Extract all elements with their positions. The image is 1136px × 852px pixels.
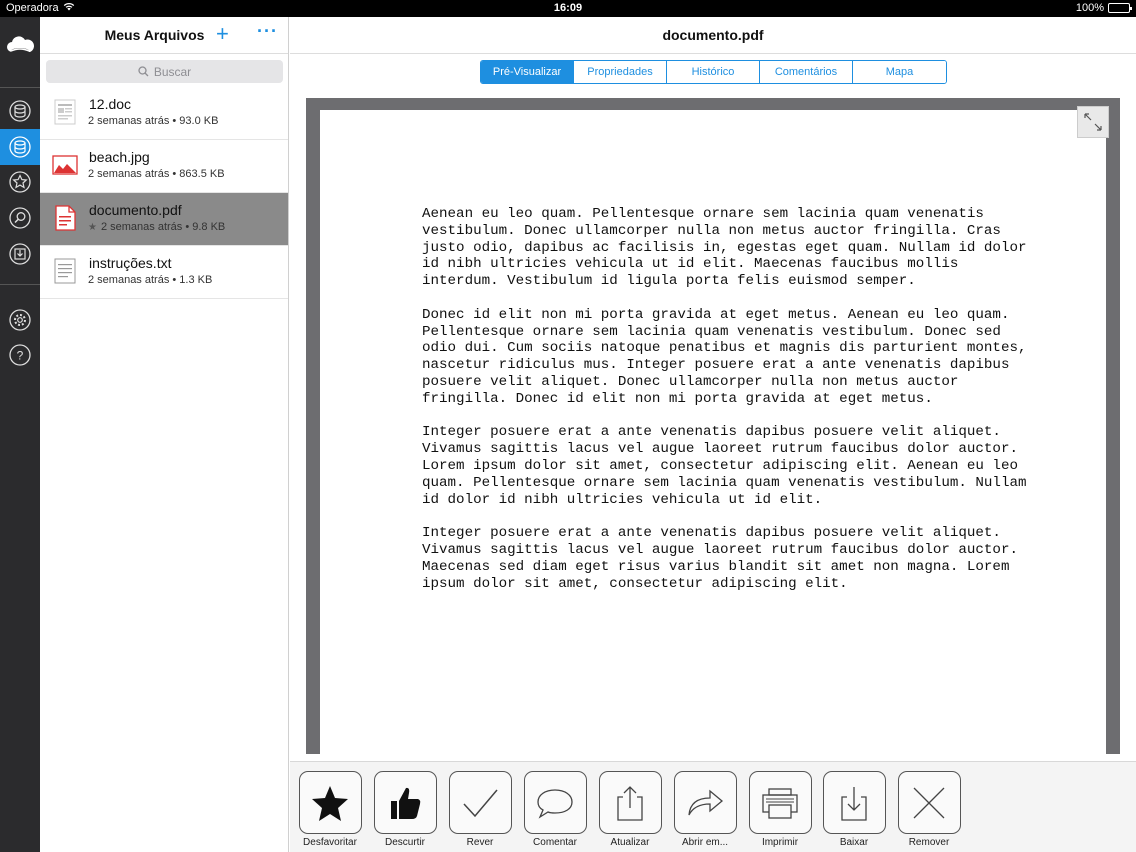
battery-icon xyxy=(1108,3,1130,13)
rail-divider xyxy=(0,87,40,88)
file-meta: 2 semanas atrás • 9.8 KB xyxy=(100,221,226,233)
file-row-instrucoes-txt[interactable] xyxy=(40,246,288,299)
unlike-button-frame xyxy=(374,771,437,834)
rail-item-favorites[interactable] xyxy=(0,164,40,200)
update-label: Atualizar xyxy=(610,837,650,848)
svg-text:?: ? xyxy=(16,348,24,363)
cloud-logo-icon xyxy=(4,33,36,57)
database-icon xyxy=(8,135,32,159)
comment-label: Comentar xyxy=(533,837,577,848)
document-title: documento.pdf xyxy=(662,27,764,43)
expand-button[interactable] xyxy=(1077,106,1109,138)
more-button[interactable]: ··· xyxy=(257,21,278,41)
download-icon xyxy=(834,783,874,823)
update-button[interactable] xyxy=(598,771,662,848)
file-meta: 2 semanas atrás • 863.5 KB xyxy=(88,168,225,180)
file-meta: 2 semanas atrás • 1.3 KB xyxy=(88,274,213,286)
document-paragraph: Donec id elit non mi porta gravida at eget metus. Aenean eu leo quam. Pellentesque ornare sem lacinia quam venenatis vestibulum. Donec sed odio dui. Cum sociis natoque penatibus et magnis dis parturient montes, nascetur ridiculus mus. Integer posuere erat a ante venenatis dapibus posuere velit aliquet. Donec ullamcorper nulla non metus auctor fringilla. Donec id elit non mi porta gravida at eget metus. xyxy=(422,306,1027,407)
tab-map[interactable]: Mapa xyxy=(853,61,946,83)
star-icon xyxy=(8,170,32,194)
add-button[interactable]: + xyxy=(216,21,229,46)
review-button-frame xyxy=(449,771,512,834)
main-header xyxy=(290,17,1136,54)
txt-icon xyxy=(52,258,78,284)
printer-icon xyxy=(760,783,800,823)
download-button-frame xyxy=(823,771,886,834)
review-label: Rever xyxy=(466,837,494,848)
rail-item-cloud-database[interactable] xyxy=(0,129,40,165)
search-placeholder: Buscar xyxy=(153,64,192,79)
star-icon xyxy=(310,783,350,823)
file-panel xyxy=(40,17,289,852)
tab-history[interactable]: Histórico xyxy=(667,61,760,83)
search-icon xyxy=(8,206,32,230)
database-icon xyxy=(8,99,32,123)
file-list xyxy=(40,87,288,299)
review-button[interactable] xyxy=(448,771,512,848)
unfavorite-button-frame xyxy=(299,771,362,834)
comment-button-frame xyxy=(524,771,587,834)
document-paragraph: Integer posuere erat a ante venenatis dapibus posuere velit aliquet. Vivamus sagittis lacus vel augue laoreet rutrum faucibus dolor auctor. Lorem ipsum dolor sit amet, consectetur adipiscing elit. Aenean eu leo quam. Pellentesque ornare sem lacinia quam venenatis vestibulum. Nullam id dolor id nibh ultricies vehicula ut id elit. xyxy=(422,424,1027,508)
document-paragraph: Integer posuere erat a ante venenatis dapibus posuere velit aliquet. Vivamus sagittis lacus vel augue laoreet rutrum faucibus dolor auctor. Maecenas sed diam eget risus varius blandit sit amet non magna. Lorem ipsum dolor sit amet, consectetur adipiscing elit. xyxy=(422,525,1018,592)
status-bar xyxy=(0,0,1136,17)
file-panel-title: Meus Arquivos xyxy=(104,27,205,43)
tab-comments[interactable]: Comentários xyxy=(760,61,853,83)
rail-divider xyxy=(0,284,40,285)
rail-item-database[interactable] xyxy=(0,93,40,129)
unlike-button[interactable] xyxy=(373,771,437,848)
unfavorite-label: Desfavoritar xyxy=(303,837,357,848)
update-button-frame xyxy=(599,771,662,834)
file-meta-row xyxy=(88,221,225,233)
file-row-12-doc[interactable] xyxy=(40,87,288,140)
thumbs-up-icon xyxy=(385,783,425,823)
checkmark-icon xyxy=(460,783,500,823)
download-button[interactable] xyxy=(822,771,886,848)
print-button-frame xyxy=(749,771,812,834)
document-paragraph: Aenean eu leo quam. Pellentesque ornare sem lacinia quam venenatis vestibulum. Donec ullamcorper nulla non metus auctor fringilla. Cras justo odio, dapibus ac facilisis in, egestas eget quam. Nullam id dolor id nibh ultricies vehicula ut id elit. Maecenas faucibus mollis interdum. Vestibulum id ligula porta felis euismod semper. xyxy=(422,206,1027,290)
comment-button[interactable] xyxy=(523,771,587,848)
comment-icon xyxy=(535,783,575,823)
open-in-label: Abrir em... xyxy=(681,837,729,848)
file-name: beach.jpg xyxy=(89,149,150,165)
search-field[interactable] xyxy=(46,60,283,83)
unlike-label: Descurtir xyxy=(384,837,425,848)
download-label: Baixar xyxy=(839,837,869,848)
file-name: instruções.txt xyxy=(89,255,172,271)
expand-icon xyxy=(1082,111,1104,133)
search-icon xyxy=(138,66,149,77)
action-toolbar xyxy=(290,761,1136,852)
rail-item-settings[interactable] xyxy=(0,302,40,338)
open-in-button[interactable] xyxy=(673,771,737,848)
remove-button-frame xyxy=(898,771,961,834)
tab-bar xyxy=(480,60,947,84)
rail-item-search[interactable] xyxy=(0,200,40,236)
remove-label: Remover xyxy=(908,837,950,848)
doc-icon xyxy=(52,99,78,125)
print-label: Imprimir xyxy=(761,837,799,848)
help-icon xyxy=(8,343,32,367)
carrier-label: Operadora xyxy=(6,2,59,14)
file-meta: 2 semanas atrás • 93.0 KB xyxy=(88,115,219,127)
document-page xyxy=(320,110,1106,754)
pdf-icon xyxy=(52,205,78,231)
upload-icon xyxy=(610,783,650,823)
share-icon xyxy=(685,783,725,823)
remove-button[interactable] xyxy=(897,771,961,848)
open-in-button-frame xyxy=(674,771,737,834)
file-name: 12.doc xyxy=(89,96,132,112)
main-pane xyxy=(290,17,1136,852)
battery-label: 100% xyxy=(1075,2,1104,14)
unfavorite-button[interactable] xyxy=(298,771,362,848)
print-button[interactable] xyxy=(748,771,812,848)
file-row-documento-pdf[interactable] xyxy=(40,193,288,246)
download-icon xyxy=(8,242,32,266)
document-text xyxy=(422,206,1032,609)
file-name: documento.pdf xyxy=(89,202,182,218)
battery-area xyxy=(1076,2,1130,14)
nav-rail xyxy=(0,17,40,852)
file-row-beach-jpg[interactable] xyxy=(40,140,288,193)
star-icon: ★ xyxy=(88,222,97,233)
rail-item-downloads[interactable] xyxy=(0,236,40,272)
tab-preview[interactable]: Pré-Visualizar xyxy=(481,61,574,83)
status-time: 16:09 xyxy=(553,2,583,14)
rail-item-help[interactable] xyxy=(0,337,40,373)
gear-icon xyxy=(8,308,32,332)
close-icon xyxy=(909,783,949,823)
image-icon xyxy=(52,152,78,178)
tab-properties[interactable]: Propriedades xyxy=(574,61,667,83)
file-panel-header xyxy=(40,17,288,54)
document-viewer[interactable] xyxy=(306,98,1120,754)
